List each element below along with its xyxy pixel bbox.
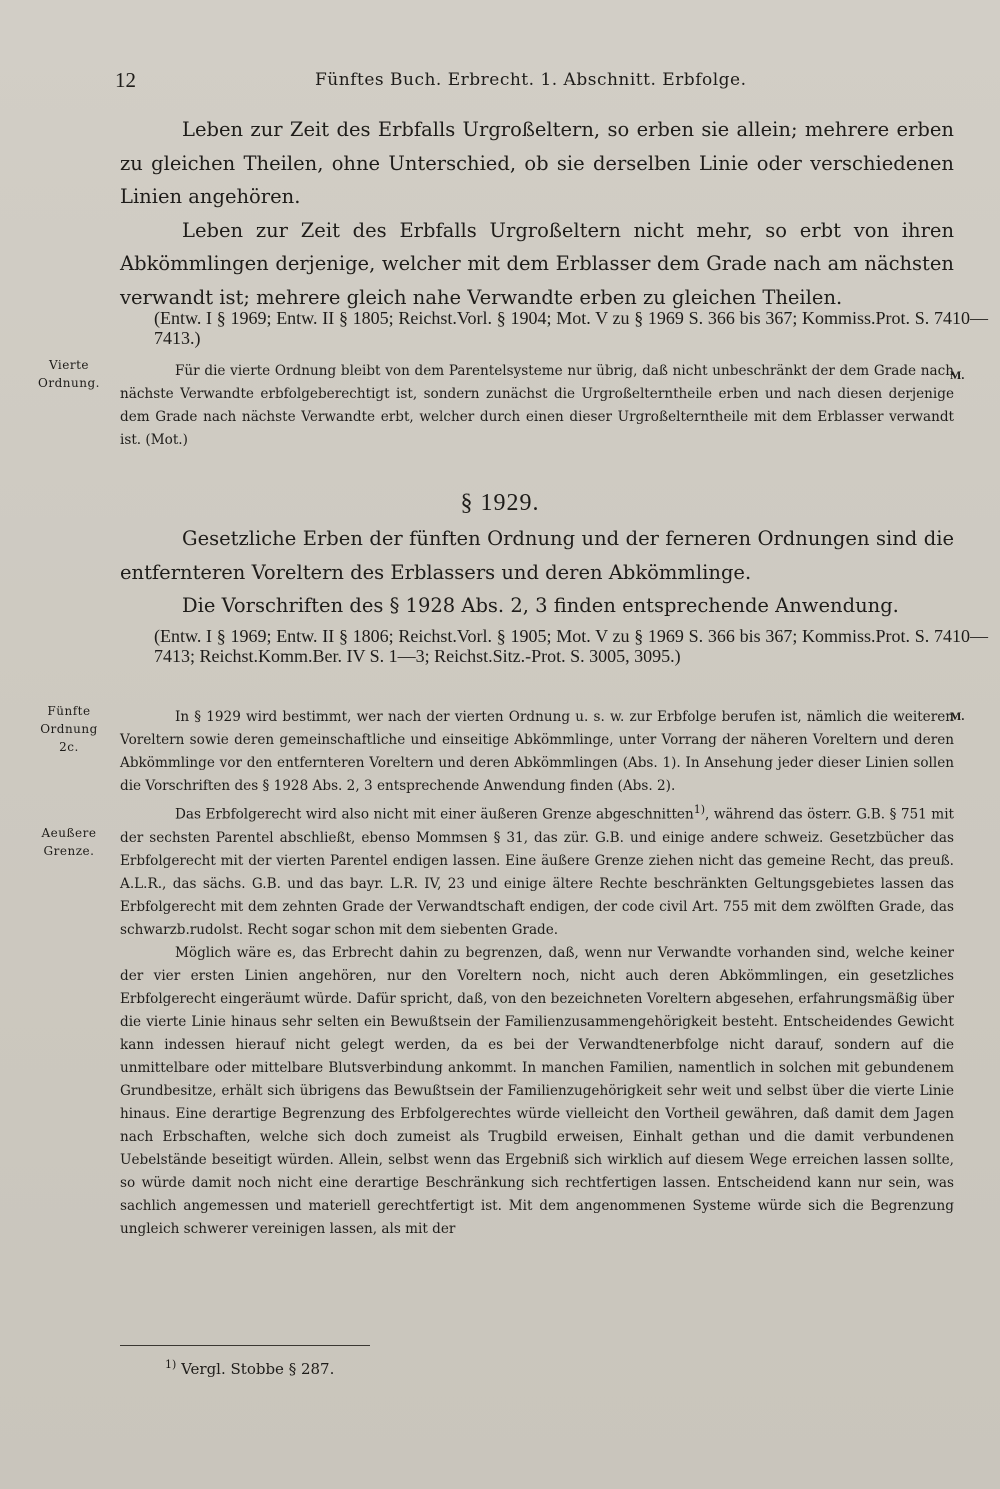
running-head: Fünftes Buch. Erbrecht. 1. Abschnitt. Erbfolge. [315, 70, 747, 90]
margin-note-vierte-ordnung: Vierte Ordnung. [38, 358, 100, 390]
commentary-paragraph: Möglich wäre es, das Erbrecht dahin zu begrenzen, daß, wenn nur Verwandte vorhanden sind, welche keiner der vier ersten Linien angehören, nur den Voreltern noch, nicht auch deren Abkömmlingen, ein gesetzliches Erbfolgerecht eingeräumt würde. Dafür spricht, daß, von den bezeichneten Voreltern abgesehen, erfahrungsmäßig über die vierte Linie hinaus sehr selten ein Bewußtsein der Familienzusammengehörigkeit besteht. Entscheidendes Gewicht kann indessen hierauf nicht gelegt werden, da es bei der Verwandtenerbfolge nicht darauf, sondern auf die unmittelbare oder mittelbare Blutsverbindung ankommt. In manchen Familien, namentlich in solchen mit gebundenem Grundbesitze, erhält sich übrigens das Bewußtsein der Familienzugehörigkeit sehr weit und selbst über die vierte Linie hinaus. Eine derartige Begrenzung des Erbfolgerechtes würde vielleicht den Vortheil gewähren, daß damit dem Jagen nach Erbschaften, welche sich doch zumeist als Trugbild erweisen, Einhalt gethan und die damit verbundenen Uebelstände beseitigt würden. Allein, selbst wenn das Ergebniß sich wirklich auf diesem Wege erreichen lassen sollte, so würde damit noch nicht eine derartige Beschränkung sich rechtfertigen lassen. Entscheidend kann nur sein, was sachlich angemessen und materiell gerechtfertigt ist. Mit dem angenommenen Systeme würde sich die Begrenzung ungleich schwerer vereinigen lassen, als mit der [120, 944, 954, 1237]
margin-note-aeussere-grenze: Aeußere Grenze. [41, 826, 97, 858]
footnote [165, 1358, 334, 1378]
page-number: 12 [115, 68, 136, 92]
statute-paragraph: Die Vorschriften des § 1928 Abs. 2, 3 finden entsprechende Anwendung. [182, 594, 899, 617]
m-mark: M. [950, 709, 965, 723]
footnote-divider [120, 1345, 370, 1346]
statute-paragraph: Leben zur Zeit des Erbfalls Urgroßeltern nicht mehr, so erbt von ihren Abkömmlingen derjenige, welcher mit dem Erblasser dem Grade nach am nächsten verwandt ist; mehrere gleich nahe Verwandte erben zu gleichen Theilen. [120, 218, 954, 309]
margin-note-fuenfte-ordnung: Fünfte Ordnung 2c. [40, 704, 98, 754]
commentary-paragraph: In § 1929 wird bestimmt, wer nach der vierten Ordnung u. s. w. zur Erbfolge berufen ist, nämlich die weiteren Voreltern sowie deren gemeinschaftliche und einseitige Abkömmlinge, unter Vorrang der näheren Voreltern und deren Abkömmlinge vor den entfernteren Voreltern und deren Abkömmlingen (Abs. 1). In Ansehung jeder dieser Linien sollen die Vorschriften des § 1928 Abs. 2, 3 entsprechende Anwendung finden (Abs. 2). [120, 709, 954, 794]
commentary-text: , während das österr. G.B. § 751 mit der sechsten Parentel abschließt, ebenso Mommsen § 31, das zür. G.B. und einige andere schweiz. Gesetzbücher das Erbfolgerecht mit der vierten Parentel endigen lassen. Eine äußere Grenze ziehen nicht das gemeine Recht, das preuß. A.L.R., das sächs. G.B. und das bayr. L.R. IV, 23 und einige ältere Rechte beschränkten Geltungsgebietes lassen das Erbfolgerecht mit dem zehnten Grade der Verwandtschaft endigen, der code civil Art. 755 mit dem zwölften Grade, das schwarzb.rudolst. Recht sogar schon mit dem siebenten Grade. [120, 806, 954, 938]
footnote-text: Vergl. Stobbe § 287. [181, 1360, 335, 1378]
commentary-paragraph: Für die vierte Ordnung bleibt von dem Parentelsysteme nur übrig, daß nicht unbeschränkt der dem Grade nach nächste Verwandte erbfolgeberechtigt ist, sondern zunächst die Urgroßelterntheile erben und nach diesen derjenige dem Grade nach nächste Verwandte erbt, welcher durch einen dieser Urgroßelterntheile mit dem Erblasser verwandt ist. (Mot.) [120, 363, 954, 448]
commentary-paragraph [120, 798, 954, 942]
section-heading: § 1929. [460, 490, 540, 516]
commentary-block [120, 706, 954, 1241]
statute-paragraph: Leben zur Zeit des Erbfalls Urgroßeltern, so erben sie allein; mehrere erben zu gleichen Theilen, ohne Unterschied, ob sie derselben Linie oder verschiedenen Linien angehören. [120, 118, 954, 208]
statute-paragraph: Gesetzliche Erben der fünften Ordnung und der ferneren Ordnungen sind die entfernteren Voreltern des Erblassers und deren Abkömmlinge. [120, 527, 954, 584]
statute-text-block [120, 113, 954, 314]
page-header [115, 68, 955, 98]
m-mark: M. [950, 368, 965, 382]
footnote-reference: 1) [693, 803, 706, 816]
citation-block: (Entw. I § 1969; Entw. II § 1806; Reichst.Vorl. § 1905; Mot. V zu § 1969 S. 366 bis 367; Kommiss.Prot. S. 7410—7413; Reichst.Komm.Ber. IV S. 1—3; Reichst.Sitz.-Prot. S. 3005, 3095.) [154, 626, 988, 666]
citation-block: (Entw. I § 1969; Entw. II § 1805; Reichst.Vorl. § 1904; Mot. V zu § 1969 S. 366 bis 367; Kommiss.Prot. S. 7410—7413.) [154, 308, 988, 348]
commentary-text: Das Erbfolgerecht wird also nicht mit einer äußeren Grenze abgeschnitten [175, 806, 694, 823]
footnote-mark: 1) [165, 1358, 177, 1371]
commentary-block [120, 360, 954, 452]
statute-text-block [120, 522, 954, 623]
